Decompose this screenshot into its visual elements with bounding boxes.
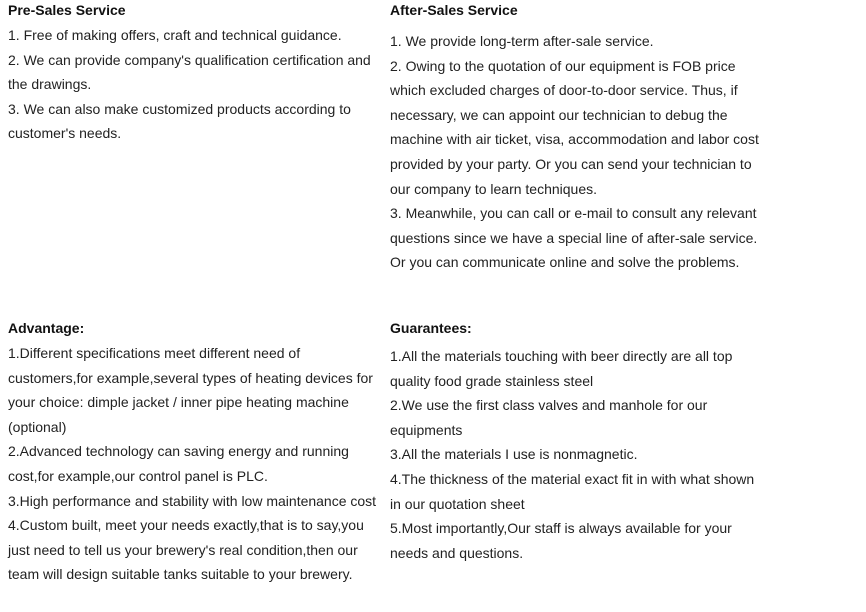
advantage-section xyxy=(8,318,380,587)
guarantees-item: 4.The thickness of the material exact fit in with what shown in our quotation sheet xyxy=(390,470,755,512)
pre-sales-item: 3. We can also make customized products according to customer's needs. xyxy=(8,100,351,142)
pre-sales-item: 1. Free of making offers, craft and technical guidance. xyxy=(8,27,342,43)
after-sales-title: After-Sales Service xyxy=(390,2,518,18)
advantage-item: 1.Different specifications meet different need of customers,for example,several types of heating devices for your choice: dimple jacket / inner pipe heating machine (optional) xyxy=(8,345,373,435)
pre-sales-section xyxy=(8,0,380,146)
pre-sales-title: Pre-Sales Service xyxy=(8,2,126,18)
after-sales-item: 3. Meanwhile, you can call or e-mail to consult any relevant questions since we have a special line of after-sale service. Or you can communicate online and solve the problems. xyxy=(390,205,758,271)
guarantees-title: Guarantees: xyxy=(390,320,472,336)
advantage-title: Advantage: xyxy=(8,320,85,336)
guarantees-section xyxy=(390,318,762,565)
guarantees-item: 2.We use the first class valves and manhole for our equipments xyxy=(390,397,708,438)
pre-sales-item: 2. We can provide company's qualification certification and the drawings. xyxy=(8,51,371,93)
after-sales-item: 2. Owing to the quotation of our equipment is FOB price which excluded charges of door-to-door service. Thus, if necessary, we can appoint our technician to debug the machine with air ticket, visa, accommodation and labor cost provided by your party. Or you can send your technician to our company to learn techniques. xyxy=(390,57,759,197)
after-sales-section xyxy=(390,0,762,275)
after-sales-item: 1. We provide long-term after-sale service. xyxy=(390,33,654,49)
advantage-item: 4.Custom built, meet your needs exactly,that is to say,you just need to tell us your brewery's real condition,then our team will design suitable tanks suitable to your brewery. xyxy=(8,517,364,583)
guarantees-item: 3.All the materials I use is nonmagnetic. xyxy=(390,446,638,463)
advantage-item: 3.High performance and stability with low maintenance cost xyxy=(8,492,377,509)
advantage-item: 2.Advanced technology can saving energy and running cost,for example,our control panel is PLC. xyxy=(8,443,349,484)
guarantees-item: 1.All the materials touching with beer directly are all top quality food grade stainless steel xyxy=(390,348,733,389)
guarantees-item: 5.Most importantly,Our staff is always available for your needs and questions. xyxy=(390,520,732,561)
